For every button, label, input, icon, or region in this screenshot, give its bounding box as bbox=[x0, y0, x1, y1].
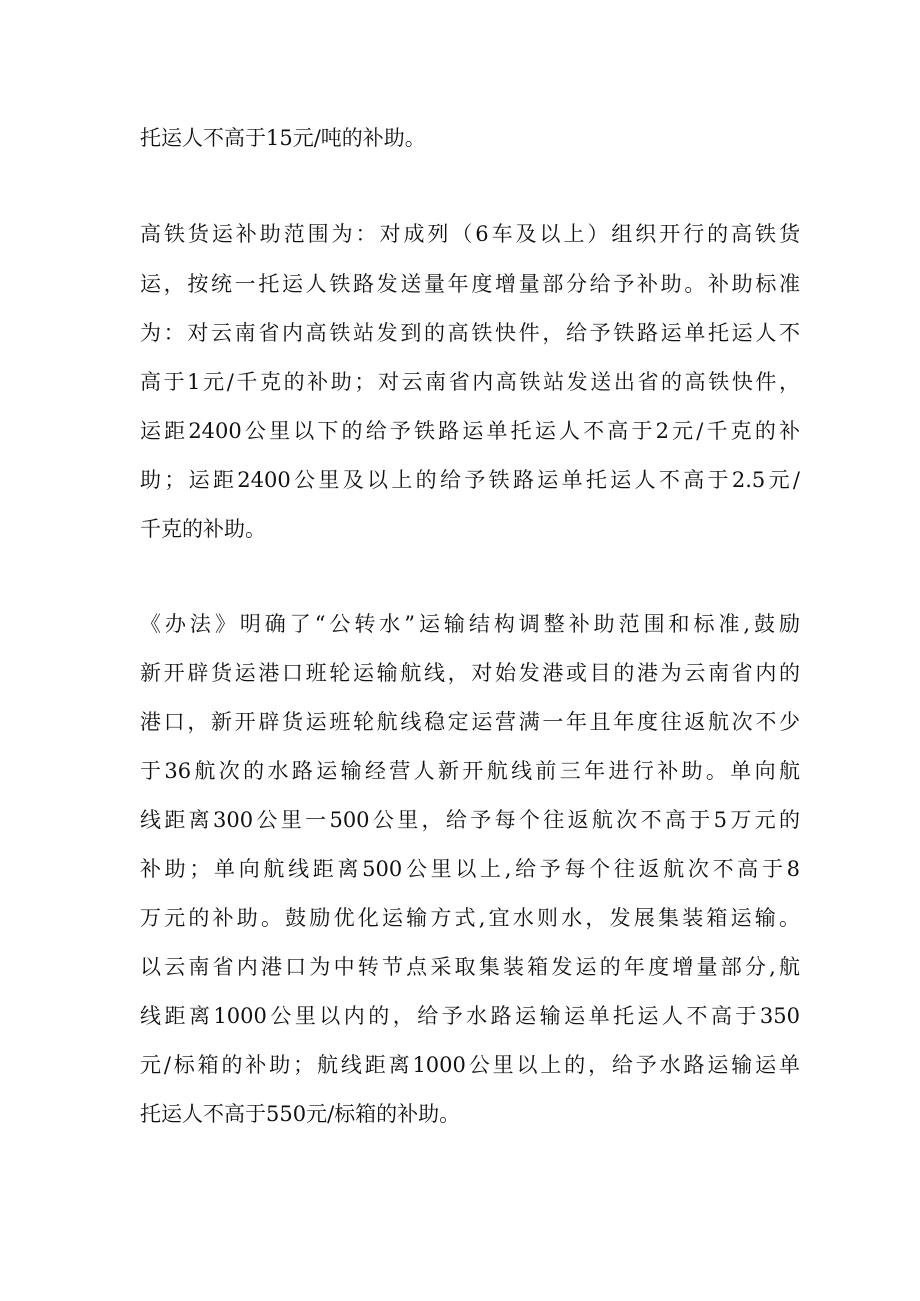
paragraph-1-line-5: 运距2400公里以下的给予铁路运单托运人不高于2元/千克的补 bbox=[140, 419, 800, 443]
paragraph-2-line-8: 以云南省内港口为中转节点采取集装箱发运的年度增量部分,航 bbox=[140, 955, 800, 979]
paragraph-1-line-6: 助；运距2400公里及以上的给予铁路运单托运人不高于2.5元/ bbox=[140, 468, 800, 492]
paragraph-2-line-1: 《办法》明确了“公转水”运输结构调整补助范围和标准,鼓励 bbox=[140, 612, 800, 636]
paragraph-1-line-7: 千克的补助。 bbox=[140, 517, 266, 541]
paragraph-1-line-1: 高铁货运补助范围为：对成列（6车及以上）组织开行的高铁货 bbox=[140, 222, 800, 246]
paragraph-1-line-4: 高于1元/千克的补助；对云南省内高铁站发送出省的高铁快件， bbox=[140, 370, 800, 394]
paragraph-0-line-1: 托运人不高于15元/吨的补助。 bbox=[140, 126, 426, 150]
paragraph-1-line-3: 为：对云南省内高铁站发到的高铁快件，给予铁路运单托运人不 bbox=[140, 321, 800, 345]
paragraph-2-line-9: 线距离1000公里以内的，给予水路运输运单托运人不高于350 bbox=[140, 1004, 800, 1028]
paragraph-2-line-11: 托运人不高于550元/标箱的补助。 bbox=[140, 1102, 461, 1126]
paragraph-2-line-2: 新开辟货运港口班轮运输航线，对始发港或目的港为云南省内的 bbox=[140, 661, 800, 685]
paragraph-2-line-10: 元/标箱的补助；航线距离1000公里以上的，给予水路运输运单 bbox=[140, 1053, 800, 1077]
paragraph-1-line-2: 运，按统一托运人铁路发送量年度增量部分给予补助。补助标准 bbox=[140, 272, 800, 296]
paragraph-2-line-4: 于36航次的水路运输经营人新开航线前三年进行补助。单向航 bbox=[140, 759, 800, 783]
paragraph-2-line-7: 万元的补助。鼓励优化运输方式,宜水则水，发展集装箱运输。 bbox=[140, 906, 800, 930]
paragraph-2-line-3: 港口，新开辟货运班轮航线稳定运营满一年且年度往返航次不少 bbox=[140, 710, 800, 734]
paragraph-2-line-5: 线距离300公里一500公里，给予每个往返航次不高于5万元的 bbox=[140, 808, 800, 832]
paragraph-2-line-6: 补助；单向航线距离500公里以上,给予每个往返航次不高于8 bbox=[140, 857, 800, 881]
